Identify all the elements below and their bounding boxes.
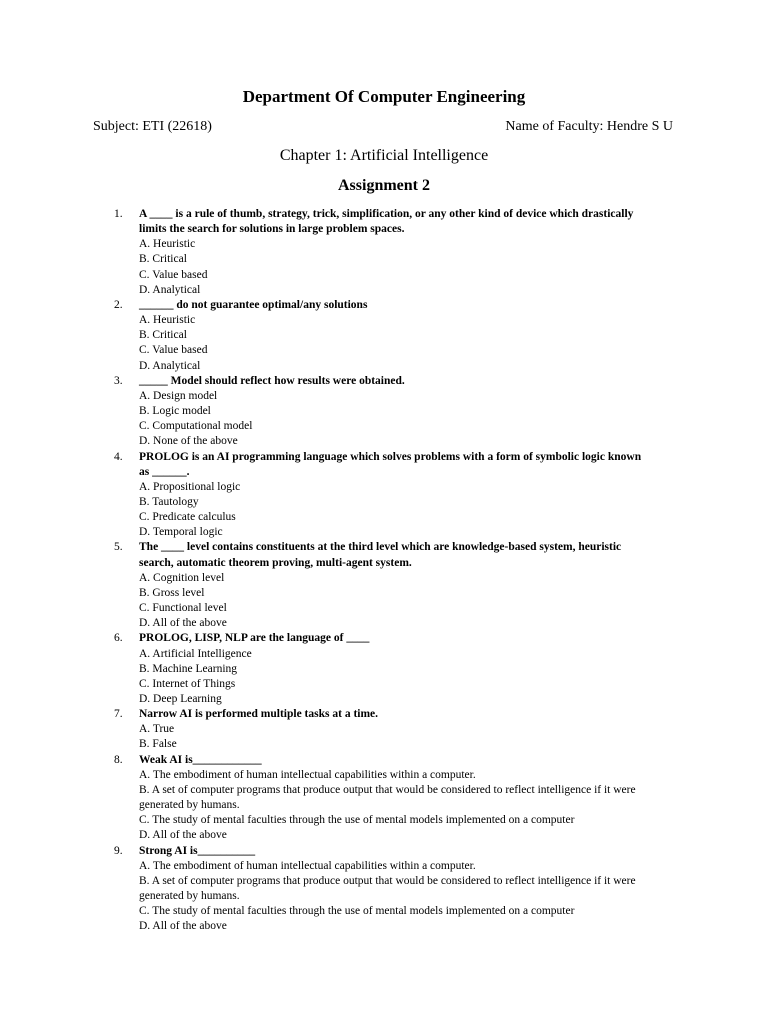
question-item (114, 753, 644, 844)
question-number: 4. (114, 450, 123, 463)
answer-option: B. A set of computer programs that produce output that would be considered to reflect intelligence if it were generated by humans. (139, 874, 636, 903)
question-number: 2. (114, 298, 123, 311)
question-number: 8. (114, 753, 123, 766)
answer-option: B. Machine Learning (139, 662, 238, 675)
answer-option: A. Heuristic (139, 238, 196, 251)
question-item (114, 540, 644, 631)
question-text: Narrow AI is performed multiple tasks at a time. (139, 708, 379, 721)
question-text: Weak AI is____________ (139, 753, 262, 766)
department-title: Department Of Computer Engineering (242, 87, 526, 106)
question-number: 5. (114, 541, 123, 554)
answer-option: A. The embodiment of human intellectual capabilities within a computer. (139, 768, 476, 781)
answer-option: C. Internet of Things (139, 677, 236, 690)
question-text: ______ do not guarantee optimal/any solutions (139, 298, 368, 311)
answer-option: D. Temporal logic (139, 526, 223, 539)
answer-option: A. The embodiment of human intellectual capabilities within a computer. (139, 859, 476, 872)
answer-option: D. Analytical (139, 359, 201, 372)
question-number: 3. (114, 374, 123, 387)
answer-option: C. The study of mental faculties through the use of mental models implemented on a computer (139, 905, 575, 918)
answer-option: A. Design model (139, 389, 218, 402)
answer-option: A. True (139, 723, 175, 736)
question-item (114, 707, 644, 752)
answer-option: A. Propositional logic (139, 480, 241, 493)
answer-option: B. Logic model (139, 405, 211, 418)
answer-option: C. Value based (139, 268, 208, 281)
answer-option: B. False (139, 738, 177, 751)
question-text: Strong AI is__________ (139, 844, 256, 857)
answer-option: B. Gross level (139, 586, 205, 599)
question-text: PROLOG is an AI programming language which solves problems with a form of symbolic logic known as ______. (139, 450, 642, 478)
answer-option: B. Critical (139, 329, 187, 342)
question-item (114, 374, 644, 450)
faculty-label: Name of Faculty: Hendre S U (505, 119, 673, 134)
question-item (114, 207, 644, 298)
answer-option: C. Computational model (139, 420, 253, 433)
answer-option: C. Predicate calculus (139, 511, 236, 524)
question-text: PROLOG, LISP, NLP are the language of ____ (139, 632, 370, 645)
answer-option: A. Heuristic (139, 314, 196, 327)
answer-option: C. Value based (139, 344, 208, 357)
answer-option: C. Functional level (139, 602, 227, 615)
answer-option: D. All of the above (139, 920, 227, 933)
question-item (114, 298, 644, 374)
question-item (114, 450, 644, 541)
assignment-title: Assignment 2 (337, 177, 430, 194)
subject-label: Subject: ETI (22618) (93, 119, 212, 134)
question-text: A ____ is a rule of thumb, strategy, trick, simplification, or any other kind of device which drastically limits the search for solutions in large problem spaces. (139, 208, 634, 236)
answer-option: D. All of the above (139, 617, 227, 630)
question-text: _____ Model should reflect how results were obtained. (139, 374, 405, 387)
answer-option: D. Deep Learning (139, 693, 222, 705)
answer-option: D. Analytical (139, 283, 201, 296)
answer-option: A. Artificial Intelligence (139, 647, 252, 660)
question-number: 6. (114, 632, 123, 645)
meta-row (93, 119, 673, 139)
answer-option: A. Cognition level (139, 571, 225, 584)
question-number: 9. (114, 844, 123, 857)
question-item (114, 844, 644, 935)
chapter-title: Chapter 1: Artificial Intelligence (279, 147, 489, 164)
answer-option: C. The study of mental faculties through the use of mental models implemented on a computer (139, 814, 575, 827)
answer-option: B. Critical (139, 253, 187, 266)
question-number: 7. (114, 708, 123, 721)
question-item (114, 631, 644, 707)
question-number: 1. (114, 208, 123, 220)
answer-option: D. All of the above (139, 829, 227, 842)
answer-option: B. A set of computer programs that produce output that would be considered to reflect intelligence if it were generated by humans. (139, 783, 636, 812)
answer-option: B. Tautology (139, 495, 199, 508)
answer-option: D. None of the above (139, 435, 238, 448)
question-text: The ____ level contains constituents at the third level which are knowledge-based system, heuristic search, automatic theorem proving, multi-agent system. (139, 541, 622, 569)
question-list (114, 207, 644, 935)
